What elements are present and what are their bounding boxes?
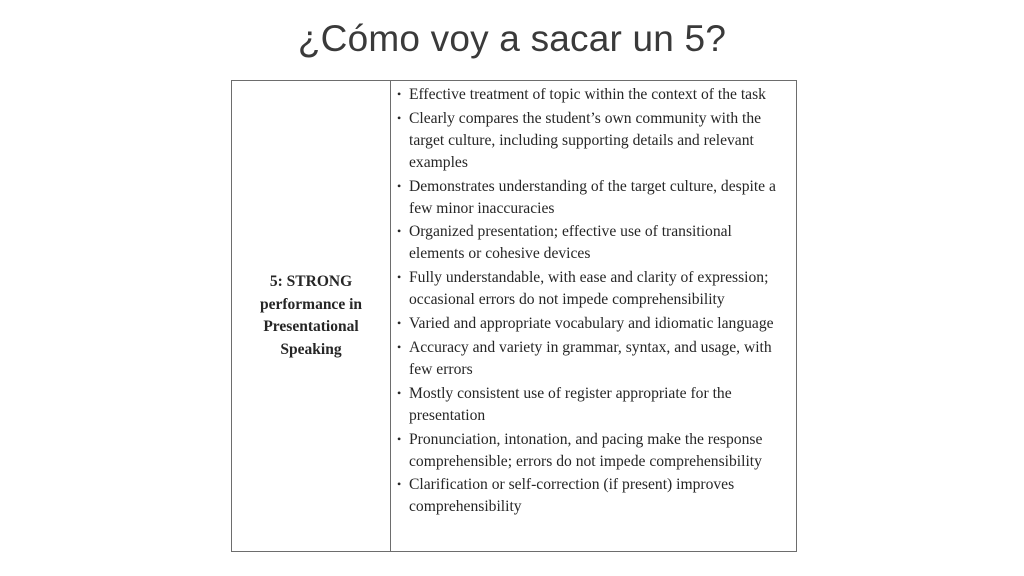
score-label: 5: STRONG performance in Presentational Speaking	[259, 273, 362, 358]
criteria-text: Accuracy and variety in grammar, syntax, and usage, with few errors	[409, 338, 772, 378]
criteria-item	[397, 337, 790, 381]
bullet-icon: •	[397, 339, 402, 354]
rubric-table	[231, 80, 797, 552]
criteria-cell	[391, 81, 797, 552]
criteria-text: Effective treatment of topic within the context of the task	[409, 86, 766, 103]
criteria-text: Fully understandable, with ease and clarity of expression; occasional errors do not impede comprehensibility	[409, 269, 769, 309]
criteria-item	[397, 108, 790, 174]
bullet-icon: •	[397, 385, 402, 400]
criteria-text: Mostly consistent use of register appropriate for the presentation	[409, 384, 732, 424]
criteria-item	[397, 383, 790, 427]
bullet-icon: •	[397, 224, 402, 239]
bullet-icon: •	[397, 477, 402, 492]
criteria-item	[397, 474, 790, 518]
criteria-list	[397, 84, 790, 518]
bullet-icon: •	[397, 270, 402, 285]
criteria-item	[397, 429, 790, 473]
bullet-icon: •	[397, 110, 402, 125]
bullet-icon: •	[397, 87, 402, 101]
criteria-item	[397, 84, 790, 106]
criteria-text: Organized presentation; effective use of transitional elements or cohesive devices	[409, 223, 732, 263]
criteria-item	[397, 221, 790, 265]
criteria-text: Varied and appropriate vocabulary and idiomatic language	[409, 315, 774, 333]
criteria-text: Demonstrates understanding of the target culture, despite a few minor inaccuracies	[409, 177, 776, 217]
criteria-text: Clarification or self-correction (if present) improves comprehensibility	[409, 476, 735, 516]
criteria-text: Pronunciation, intonation, and pacing make the response comprehensible; errors do not impede comprehensibility	[409, 430, 763, 470]
criteria-item	[397, 313, 790, 335]
bullet-icon: •	[397, 178, 402, 193]
score-cell	[232, 81, 391, 552]
bullet-icon: •	[397, 316, 402, 331]
bullet-icon: •	[397, 431, 402, 446]
slide-title: ¿Cómo voy a sacar un 5?	[297, 18, 727, 59]
criteria-item	[397, 176, 790, 220]
rubric-row	[232, 81, 797, 552]
criteria-text: Clearly compares the student’s own community with the target culture, including supporting details and relevant examples	[409, 109, 762, 171]
criteria-item	[397, 267, 790, 311]
